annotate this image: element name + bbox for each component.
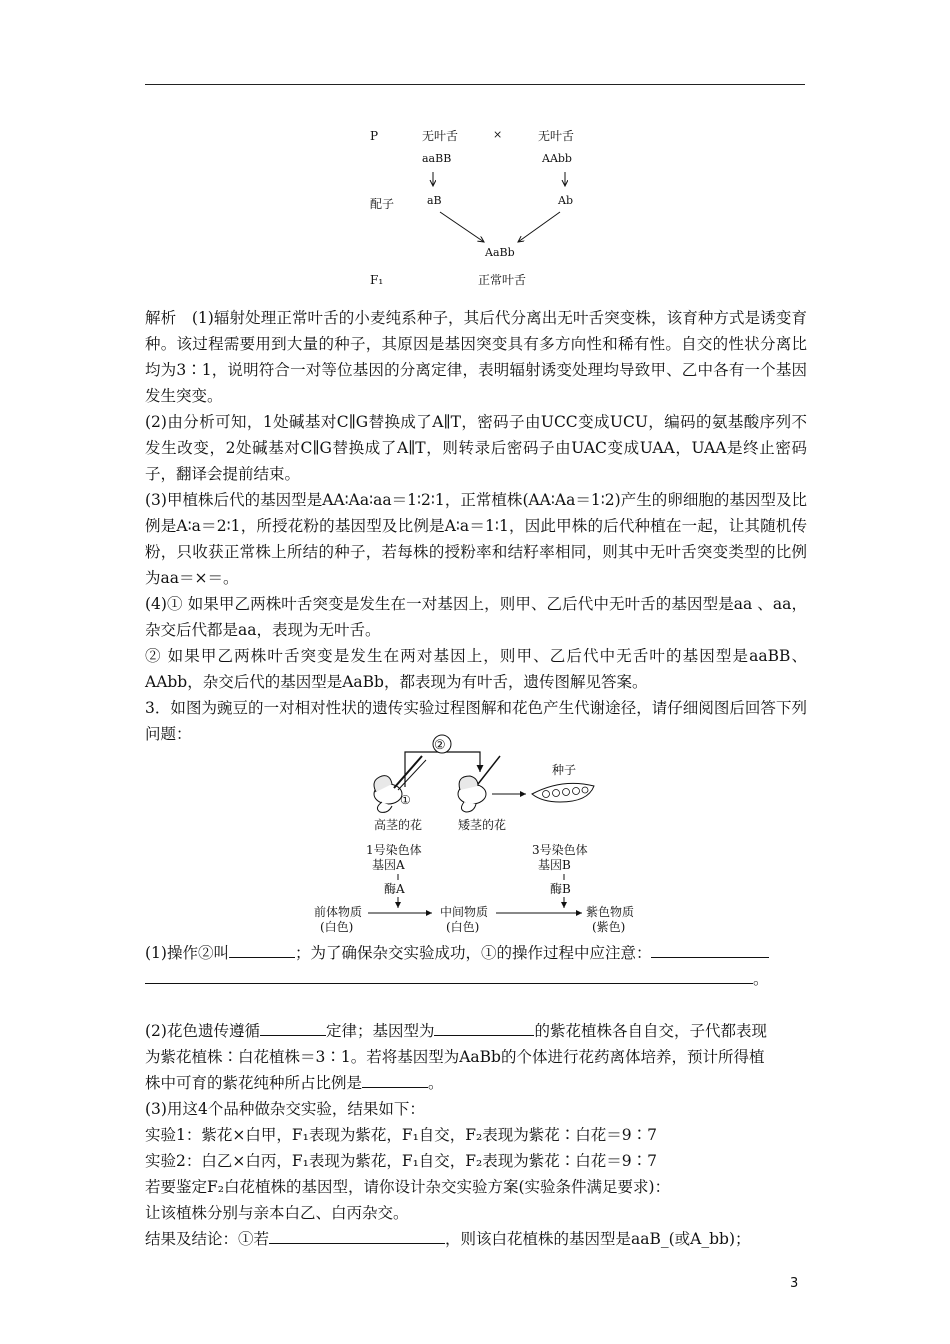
pea-cross-illustration — [360, 732, 600, 837]
step-2-label: ② — [434, 738, 446, 753]
q1-blank-2[interactable] — [651, 941, 769, 958]
flower-color-pathway — [300, 838, 660, 938]
parent2-genotype: AAbb — [542, 152, 572, 165]
analysis-part4a: (4)① 如果甲乙两株叶舌突变是发生在一对基因上，则甲、乙后代中无叶舌的基因型是aa 、aa，杂交后代都是aa，表现为无叶舌。 — [145, 595, 807, 639]
q2-blank-3[interactable] — [362, 1071, 428, 1088]
purple-substance-color: (紫色) — [592, 920, 626, 934]
q3-line1: (3)用这4个品种做杂交实验，结果如下： — [145, 1100, 425, 1118]
f1-label: F₁ — [370, 273, 384, 287]
result-blank-1[interactable] — [269, 1227, 445, 1244]
intermediate-color: (白色) — [446, 920, 480, 934]
parent1-genotype: aaBB — [422, 152, 452, 165]
step-1-label: ① — [400, 793, 411, 807]
seed-pod-icon — [532, 783, 594, 802]
gamete-label: 配子 — [370, 197, 395, 211]
analysis-part1: 解析 (1)辐射处理正常叶舌的小麦纯系种子，其后代分离出无叶舌突变株，该育种方式是诱变育种。该过程需要用到大量的种子，其原因是基因突变具有多方向性和稀有性。自交的性状分离比均为3∶1，说明符合一对等位基因的分离定律，表明辐射诱变处理均导致甲、乙中各有一个基因发生突变。 — [145, 309, 807, 405]
identify-instruction: 若要鉴定F₂白花植株的基因型，请你设计杂交实验方案(实验条件满足要求)： — [145, 1178, 671, 1196]
chromosome-3-label: 3号染色体 — [532, 843, 588, 857]
q2-line3: 株中可育的紫花纯种所占比例是 。 — [145, 1070, 444, 1096]
gene-a-label: 基因A — [372, 858, 405, 872]
chromosome-1-label: 1号染色体 — [366, 843, 422, 857]
cross-diagram — [360, 120, 600, 300]
analysis-part3: (3)甲植株后代的基因型是AA∶Aa∶aa＝1∶2∶1，正常植株(AA∶Aa＝1∶2)产生的卵细胞的基因型及比例是A∶a＝2∶1，所授花粉的基因型及比例是A∶a＝1∶1，因此甲株的后代种植在一起，让其随机传粉，只收获正常株上所结的种子，若每株的授粉率和结籽率相同，则其中无叶舌突变类型的比例为aa＝×＝。 — [145, 491, 807, 587]
purple-substance-label: 紫色物质 — [586, 905, 635, 919]
q1-blank-3[interactable] — [145, 967, 753, 984]
enzyme-a-label: 酶A — [384, 882, 405, 896]
q1-line2: 。 — [145, 966, 769, 992]
f1-phenotype: 正常叶舌 — [478, 273, 527, 287]
q2-blank-1[interactable] — [260, 1019, 326, 1036]
q2-line2: 为紫花植株∶白花植株＝3∶1。若将基因型为AaBb的个体进行花药离体培养，预计所得植 — [145, 1048, 765, 1066]
q2-blank-2[interactable] — [434, 1019, 534, 1036]
cross-symbol: × — [493, 128, 503, 141]
precursor-color: (白色) — [320, 920, 354, 934]
f1-genotype: AaBb — [485, 246, 515, 259]
page-number: 3 — [790, 1276, 799, 1291]
gene-b-label: 基因B — [538, 858, 571, 872]
intermediate-label: 中间物质 — [440, 905, 489, 919]
parent1-phenotype: 无叶舌 — [422, 129, 459, 143]
gamete1: aB — [427, 194, 442, 207]
short-flower-icon — [458, 756, 500, 812]
header-rule — [145, 84, 805, 85]
q1-line1: (1)操作②叫 ；为了确保杂交实验成功，①的操作过程中应注意： — [145, 940, 769, 966]
result-line: 结果及结论：①若 ，则该白花植株的基因型是aaB_(或A_bb)； — [145, 1226, 751, 1252]
q1-blank-1[interactable] — [229, 941, 295, 958]
question-3-intro: 3．如图为豌豆的一对相对性状的遗传实验过程图解和花色产生代谢途径，请仔细阅图后回答下列问题： — [145, 699, 807, 743]
tall-flower-label: 高茎的花 — [374, 818, 423, 832]
p-label: P — [370, 129, 379, 143]
experiment-1: 实验1：紫花×白甲，F₁表现为紫花，F₁自交，F₂表现为紫花∶白花＝9∶7 — [145, 1126, 657, 1144]
enzyme-b-label: 酶B — [550, 882, 571, 896]
q2-line1: (2)花色遗传遵循 定律；基因型为 的紫花植株各自自交，子代都表现 — [145, 1018, 767, 1044]
precursor-label: 前体物质 — [314, 905, 363, 919]
analysis-part2: (2)由分析可知，1处碱基对C∥G替换成了A∥T，密码子由UCC变成UCU，编码的氨基酸序列不发生改变，2处碱基对C∥G替换成了A∥T，则转录后密码子由UAC变成UAA，UAA是终止密码子，翻译会提前结束。 — [145, 413, 807, 483]
analysis-part4b: ② 如果甲乙两株叶舌突变是发生在两对基因上，则甲、乙后代中无舌叶的基因型是aaBB、AAbb，杂交后代的基因型是AaBb，都表现为有叶舌，遗传图解见答案。 — [145, 647, 807, 691]
seed-label: 种子 — [552, 763, 577, 777]
parent2-phenotype: 无叶舌 — [538, 129, 575, 143]
experiment-2: 实验2：白乙×白丙，F₁表现为紫花，F₁自交，F₂表现为紫花∶白花＝9∶7 — [145, 1152, 657, 1170]
method-line: 让该植株分别与亲本白乙、白丙杂交。 — [145, 1204, 409, 1222]
short-flower-label: 矮茎的花 — [458, 818, 507, 832]
gamete2: Ab — [558, 194, 573, 207]
